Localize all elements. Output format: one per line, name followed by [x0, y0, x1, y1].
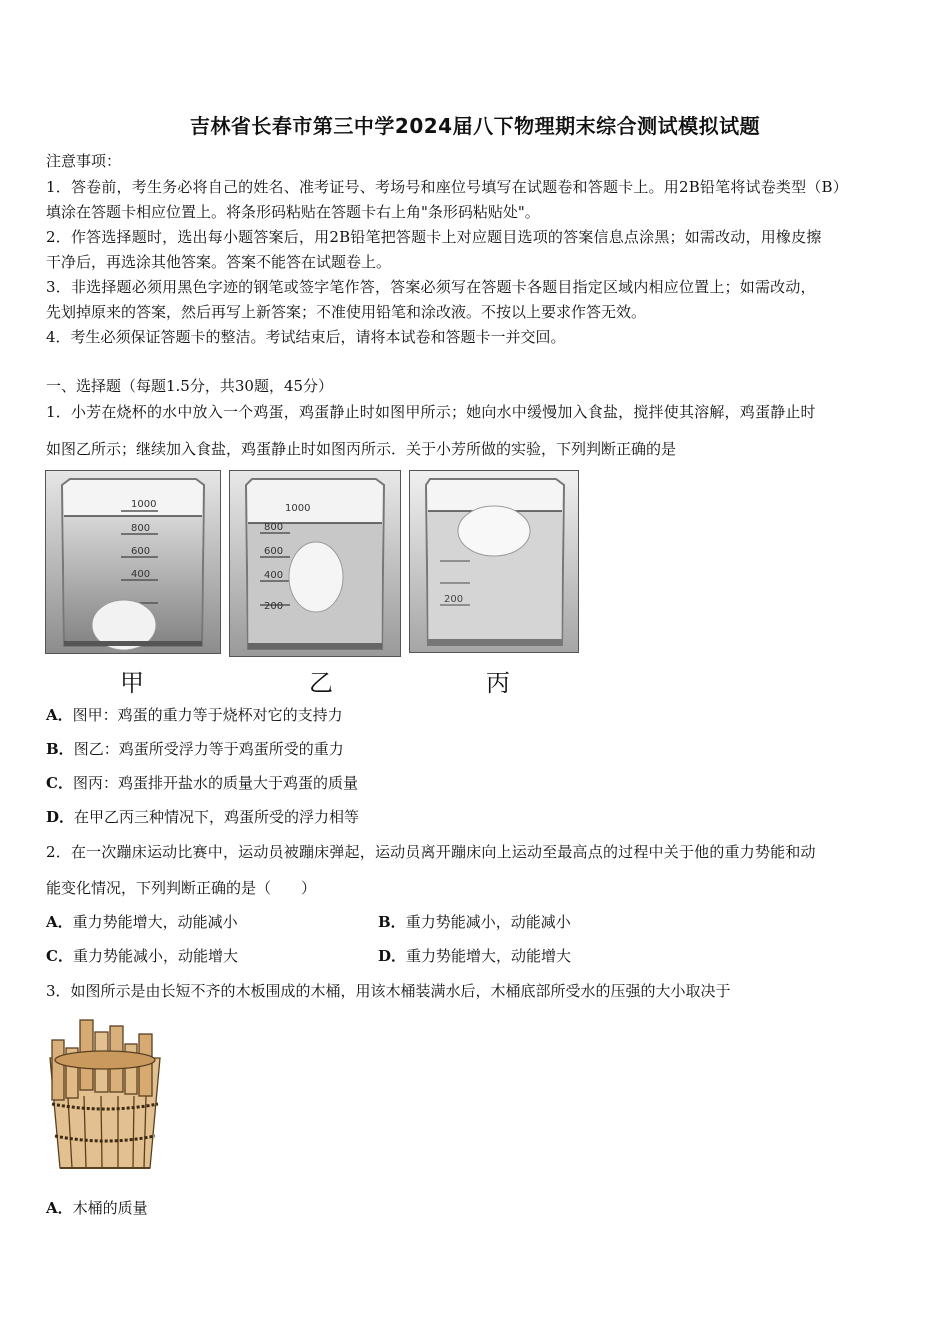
option-label: B． [378, 913, 406, 931]
scale-label: 1000 [131, 499, 157, 510]
q2-option-d [378, 946, 571, 966]
beaker-yi-image [229, 470, 401, 657]
option-label: C． [46, 947, 73, 965]
scale-label: 800 [131, 523, 151, 534]
egg-beaker-figure [45, 470, 585, 695]
beaker-bing-image [409, 470, 579, 653]
option-text: 重力势能减小，动能增大 [72, 947, 238, 965]
section-heading: 一、选择题（每题1.5分，共30题，45分） [46, 377, 334, 395]
egg [289, 542, 343, 612]
option-text: 重力势能减小，动能减小 [405, 913, 571, 931]
caption-jia: 甲 [120, 669, 144, 697]
question-3-stem: 3．如图所示是由长短不齐的木板围成的木桶，用该木桶装满水后，木桶底部所受水的压强的大小取决于 [46, 982, 731, 1000]
scale-label: 200 [264, 601, 284, 612]
option-text: 图乙：鸡蛋所受浮力等于鸡蛋所受的重力 [73, 740, 344, 758]
wooden-bucket-image [46, 1018, 166, 1178]
notice-line: 干净后，再选涂其他答案。答案不能答在试题卷上。 [46, 253, 392, 271]
q1-option-a [46, 705, 343, 725]
notice-line: 2．作答选择题时，选出每小题答案后，用2B铅笔把答题卡上对应题目选项的答案信息点涂黑；如需改动，用橡皮擦 [46, 228, 822, 246]
question-2-stem: 能变化情况，下列判断正确的是（ ） [46, 879, 317, 897]
scale-label: 600 [264, 546, 284, 557]
caption-yi: 乙 [309, 669, 333, 697]
exam-title: 吉林省长春市第三中学2024届八下物理期末综合测试模拟试题 [189, 114, 761, 138]
option-text: 图甲：鸡蛋的重力等于烧杯对它的支持力 [72, 706, 343, 724]
option-label: B． [46, 740, 74, 758]
option-text: 重力势能增大，动能减小 [72, 913, 238, 931]
scale-label: 400 [264, 570, 284, 581]
scale-label: 600 [131, 546, 151, 557]
option-label: A． [46, 706, 73, 724]
option-text: 在甲乙丙三种情况下，鸡蛋所受的浮力相等 [74, 808, 360, 826]
q2-option-c [46, 946, 238, 966]
option-label: C． [46, 774, 73, 792]
notice-line: 填涂在答题卡相应位置上。将条形码粘贴在答题卡右上角"条形码粘贴处"。 [46, 203, 540, 221]
caption-bing: 丙 [486, 669, 510, 697]
scale-label: 400 [131, 569, 151, 580]
notice-line: 4．考生必须保证答题卡的整洁。考试结束后，请将本试卷和答题卡一并交回。 [46, 328, 566, 346]
notice-line: 1．答卷前，考生务必将自己的姓名、准考证号、考场号和座位号填写在试题卷和答题卡上。用2B铅笔将试卷类型（B） [46, 178, 848, 196]
option-text: 木桶的质量 [72, 1199, 148, 1217]
q1-option-c [46, 773, 358, 793]
q2-option-a [46, 912, 238, 932]
scale-label: 1000 [285, 503, 311, 514]
option-label: A． [46, 1199, 73, 1217]
option-label: D． [378, 947, 407, 965]
notice-heading: 注意事项： [46, 152, 122, 170]
q1-option-b [46, 739, 344, 759]
q3-option-a [46, 1198, 148, 1218]
option-text: 重力势能增大，动能增大 [406, 947, 572, 965]
q2-option-b [378, 912, 571, 932]
question-1-stem: 如图乙所示；继续加入食盐，鸡蛋静止时如图丙所示．关于小芳所做的实验，下列判断正确的是 [46, 440, 677, 458]
scale-label: 200 [444, 594, 464, 605]
option-label: A． [46, 913, 73, 931]
question-2-stem: 2．在一次蹦床运动比赛中，运动员被蹦床弹起，运动员离开蹦床向上运动至最高点的过程中关于他的重力势能和动 [46, 843, 816, 861]
option-label: D． [46, 808, 75, 826]
notice-line: 3．非选择题必须用黑色字迹的钢笔或签字笔作答，答案必须写在答题卡各题目指定区域内相应位置上；如需改动， [46, 278, 816, 296]
scale-label: 800 [264, 522, 284, 533]
q1-option-d [46, 807, 359, 827]
egg [458, 506, 530, 556]
notice-line: 先划掉原来的答案，然后再写上新答案；不准使用铅笔和涂改液。不按以上要求作答无效。 [46, 303, 647, 321]
question-1-stem: 1．小芳在烧杯的水中放入一个鸡蛋，鸡蛋静止时如图甲所示；她向水中缓慢加入食盐，搅拌使其溶解，鸡蛋静止时 [46, 403, 816, 421]
option-text: 图丙：鸡蛋排开盐水的质量大于鸡蛋的质量 [72, 774, 358, 792]
beaker-jia-image [45, 470, 221, 654]
